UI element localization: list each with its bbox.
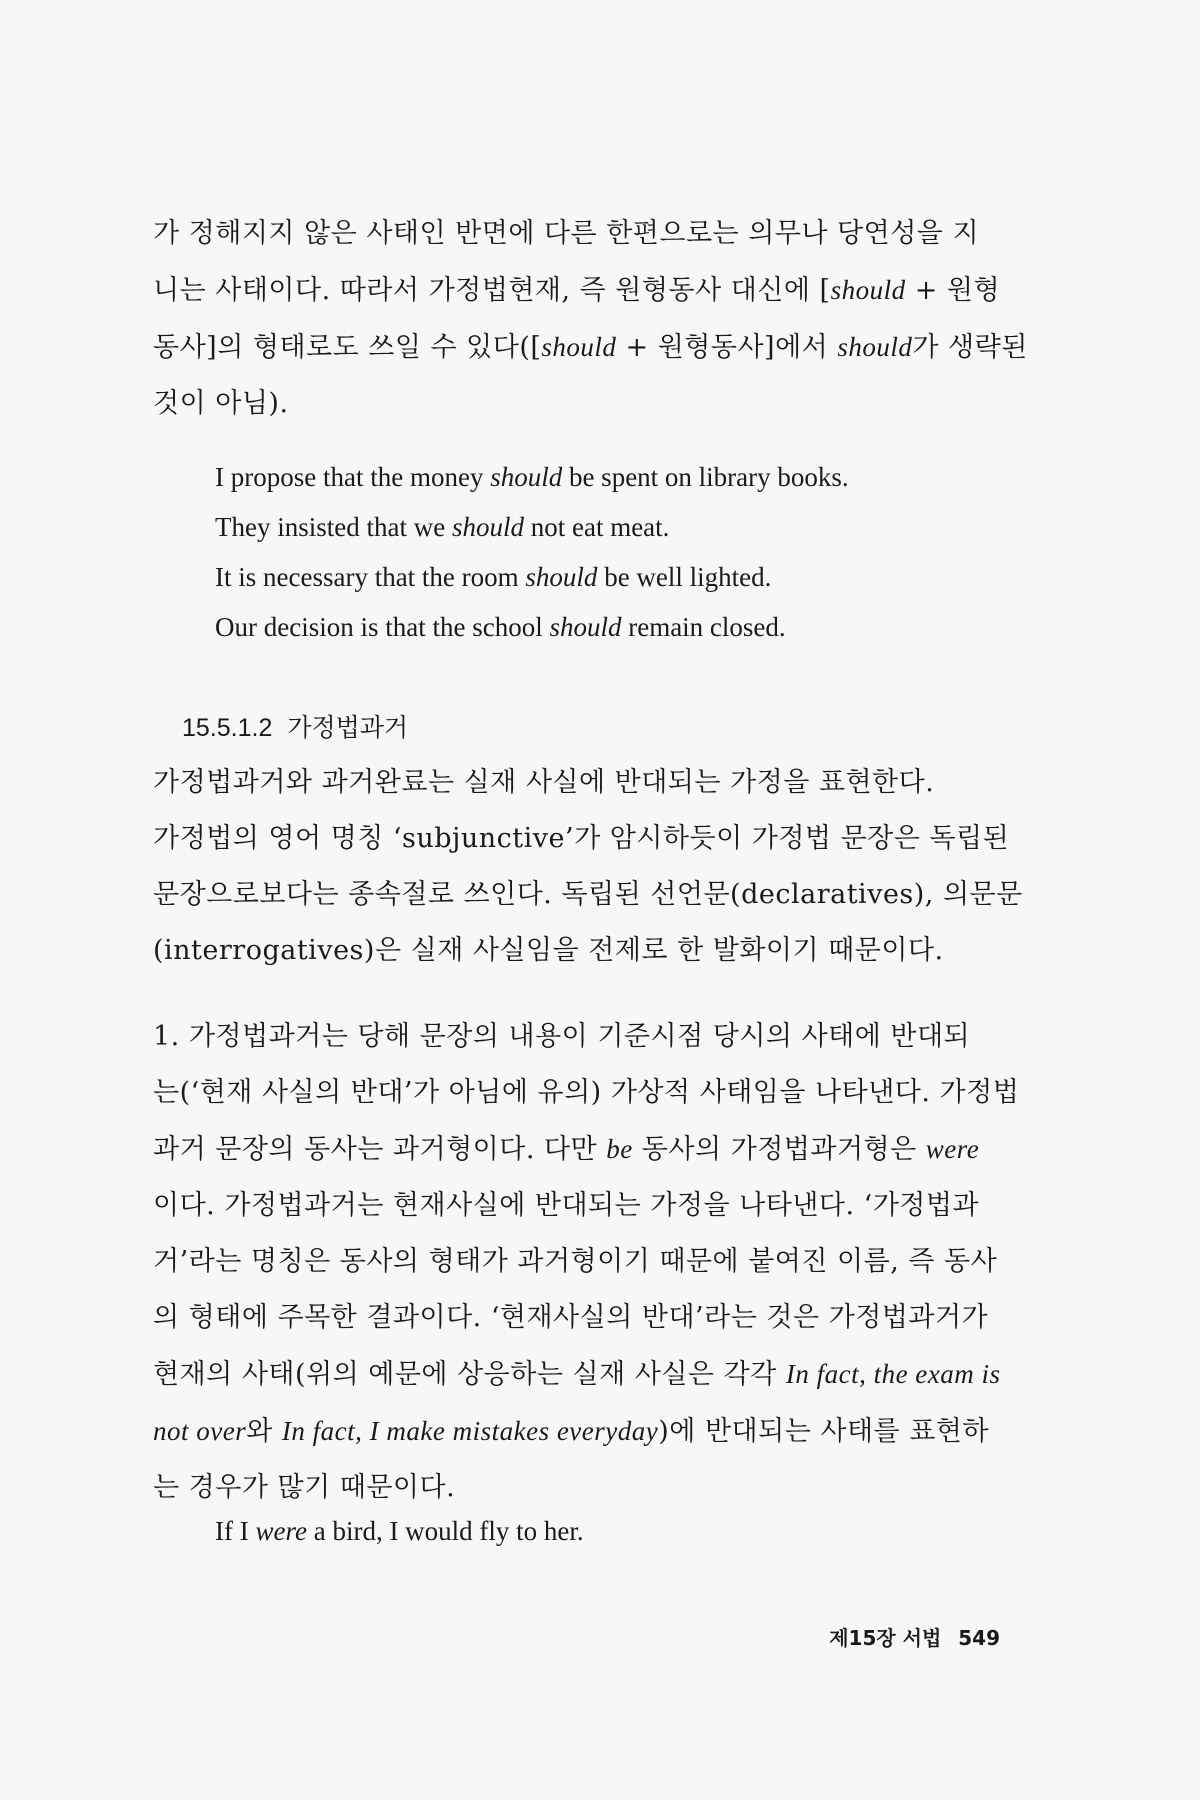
- chapter-label: 제15장 서법: [829, 1626, 942, 1650]
- text-line: 문장으로보다는 종속절로 쓰인다. 독립된 선언문(declaratives), 의문문: [153, 879, 1023, 910]
- text-line: 현재의 사태(위의 예문에 상응하는 실재 사실은 각각 In fact, the exam is: [153, 1359, 1001, 1390]
- text-line: 가정법의 영어 명칭 ‘subjunctive’가 암시하듯이 가정법 문장은 독립된: [153, 823, 1010, 854]
- text-line: 가정법과거와 과거완료는 실재 사실에 반대되는 가정을 표현한다.: [153, 767, 935, 798]
- text-line: 과거 문장의 동사는 과거형이다. 다만 be 동사의 가정법과거형은 were: [153, 1134, 980, 1165]
- intro-paragraph: [153, 206, 1033, 432]
- text-line: 니는 사태이다. 따라서 가정법현재, 즉 원형동사 대신에 [should + 원형: [153, 275, 1001, 306]
- example-sentence: I propose that the money should be spent on library books.: [215, 462, 849, 492]
- text-line: 1. 가정법과거는 당해 문장의 내용이 기준시점 당시의 사태에 반대되: [153, 1021, 971, 1052]
- example-sentence-bird: [215, 1506, 1015, 1556]
- text-line: not over와 In fact, I make mistakes everyday)에 반대되는 사태를 표현하: [153, 1416, 989, 1447]
- text-line: 는(‘현재 사실의 반대’가 아님에 유의) 가상적 사태임을 나타낸다. 가정법: [153, 1077, 1020, 1108]
- page-number: 549: [958, 1626, 1000, 1650]
- text-line: 는 경우가 많기 때문이다.: [153, 1472, 456, 1503]
- page-footer: [829, 1622, 1000, 1651]
- text-line: 거’라는 명칭은 동사의 형태가 과거형이기 때문에 붙여진 이름, 즉 동사: [153, 1246, 998, 1277]
- example-sentence: If I were a bird, I would fly to her.: [215, 1516, 584, 1546]
- example-sentences: [215, 452, 1015, 652]
- example-sentence: They insisted that we should not eat meat.: [215, 512, 670, 542]
- subjunctive-past-paragraph: [153, 755, 1033, 979]
- text-line: 동사]의 형태로도 쓰일 수 있다([should + 원형동사]에서 should가 생략된: [153, 332, 1028, 363]
- text-line: 의 형태에 주목한 결과이다. ‘현재사실의 반대’라는 것은 가정법과거가: [153, 1302, 989, 1333]
- section-title: 가정법과거: [287, 713, 409, 742]
- text-line: 가 정해지지 않은 사태인 반면에 다른 한편으로는 의무나 당연성을 지: [153, 218, 980, 249]
- section-number: 15.5.1.2: [182, 714, 273, 742]
- rule-one-paragraph: [153, 1009, 1033, 1516]
- example-sentence: Our decision is that the school should remain closed.: [215, 612, 786, 642]
- text-line: (interrogatives)은 실재 사실임을 전제로 한 발화이기 때문이다.: [153, 935, 944, 966]
- example-sentence: It is necessary that the room should be well lighted.: [215, 562, 772, 592]
- section-heading: [182, 708, 408, 748]
- text-line: 이다. 가정법과거는 현재사실에 반대되는 가정을 나타낸다. ‘가정법과: [153, 1190, 980, 1221]
- text-line: 것이 아님).: [153, 388, 289, 419]
